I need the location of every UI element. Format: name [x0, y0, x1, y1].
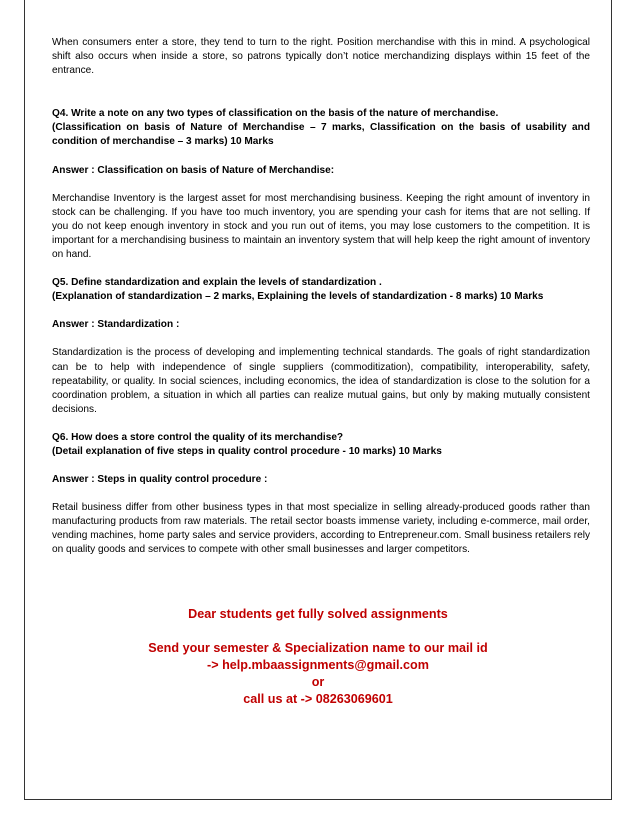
promo-block: [24, 606, 612, 708]
promo-line-or: or: [311, 675, 325, 689]
q6-question: Q6. How does a store control the quality of its merchandise?: [52, 431, 344, 443]
intro-paragraph: When consumers enter a store, they tend to turn to the right. Position merchandise with this in mind. A psychological shift also occurs when inside a store, so patrons typically don’t notice merchandizing displays within 15 feet of the entrance.: [52, 37, 590, 77]
promo-title: Dear students get fully solved assignments: [188, 607, 448, 621]
promo-line-email: -> help.mbaassignments@gmail.com: [207, 658, 429, 672]
q4-marks: (Classification on basis of Nature of Merchandise – 7 marks, Classification on the basis of usability and condition of merchandise – 3 marks) 10 Marks: [52, 122, 590, 148]
q6-answer-text: Retail business differ from other business types in that most specialize in selling already-produced goods rather than manufacturing products from raw materials. The retail sector boasts immense variety, including e-commerce, mail order, vending machines, home party sales and service providers, according to Entrepreneur.com. Small business retailers rely on quality goods and services to compete with other small businesses and larger competitors.: [52, 502, 590, 556]
q6-marks: (Detail explanation of five steps in quality control procedure - 10 marks) 10 Marks: [52, 445, 442, 457]
q5-question: Q5. Define standardization and explain the levels of standardization .: [52, 277, 382, 289]
q5-answer-heading: Answer : Standardization :: [52, 319, 180, 331]
q4-answer-text: Merchandise Inventory is the largest asset for most merchandising business. Keeping the right amount of inventory in stock can be challenging. If you have too much inventory, you are spending your cash for items that are not selling. If you do not keep enough inventory in stock and you run out of items, you may lose customers to the competition. It is important for a merchandising business to maintain an inventory system that will help keep the right amount of inventory on hand.: [52, 192, 590, 261]
document-body: [52, 36, 590, 558]
q4-question: Q4. Write a note on any two types of classification on the basis of the nature of merchandise.: [52, 108, 499, 120]
q5-marks: (Explanation of standardization – 2 marks, Explaining the levels of standardization - 8 marks) 10 Marks: [52, 291, 544, 303]
q5-answer-text: Standardization is the process of developing and implementing technical standards. The goals of right standardization can be to help with independence of single suppliers (commoditization), compatibility, interoperability, safety, repeatability, or quality. In social sciences, including economics, the idea of standardization is close to the solution for a coordination problem, a situation in which all parties can realize mutual gains, but only by making mutually consistent decisions.: [52, 347, 590, 415]
q6-answer-heading: Answer : Steps in quality control procedure :: [52, 474, 268, 486]
promo-line-phone: call us at -> 08263069601: [243, 692, 393, 706]
q4-answer-heading: Answer : Classification on basis of Nature of Merchandise:: [52, 164, 335, 176]
promo-line-send: Send your semester & Specialization name to our mail id: [148, 641, 488, 655]
